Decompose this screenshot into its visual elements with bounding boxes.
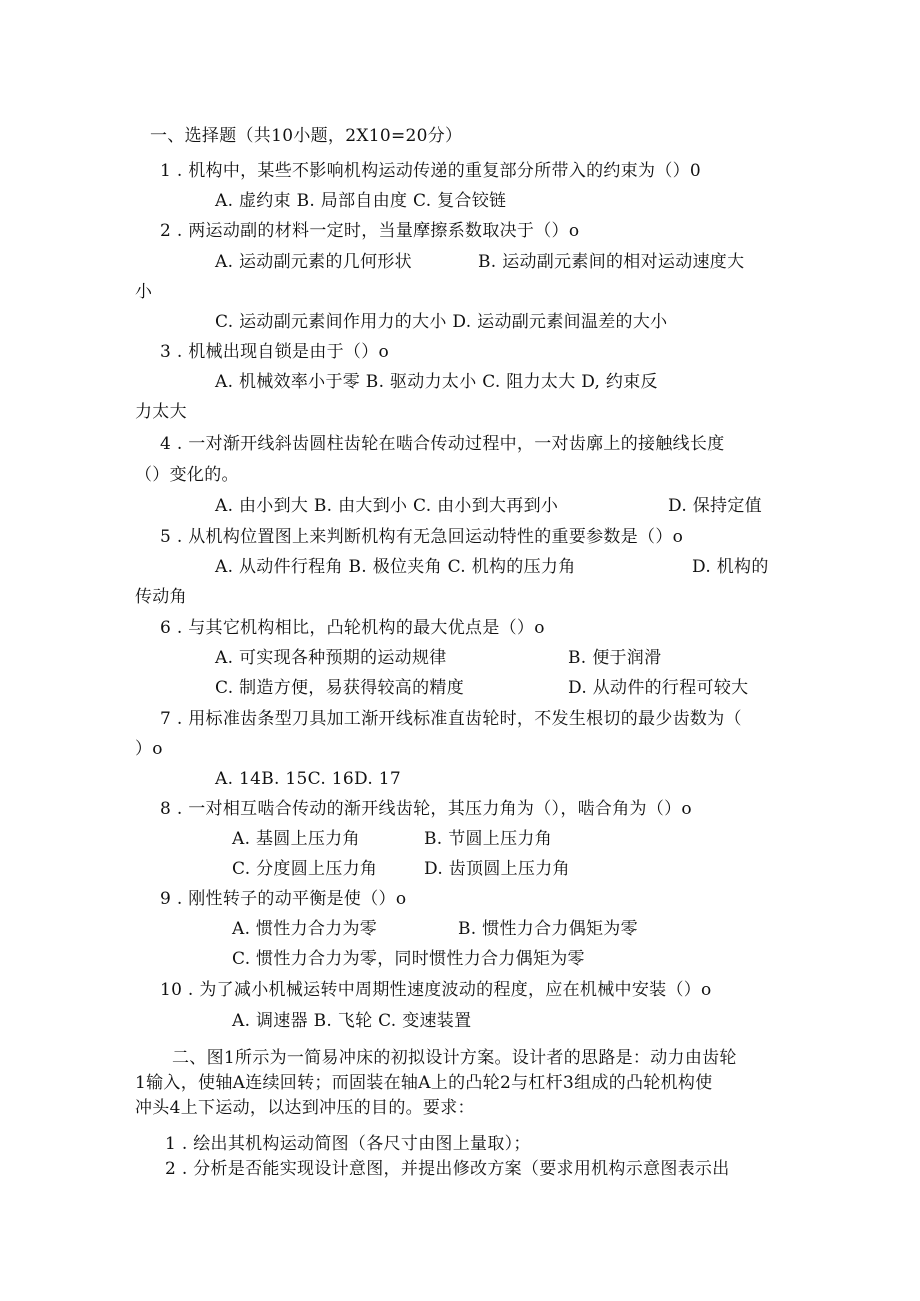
q9-option-b: B. 惯性力合力偶矩为零 [458,919,638,939]
q6-option-d: D. 从动件的行程可较大 [568,678,749,698]
section-1-heading: 一、选择题（共10小题，2X10=20分） [150,126,463,146]
q6-stem: 6 . 与其它机构相比，凸轮机构的最大优点是（）o [160,618,545,638]
q2-options-cd: C. 运动副元素间作用力的大小 D. 运动副元素间温差的大小 [215,312,668,332]
q4-stem: 4 . 一对渐开线斜齿圆柱齿轮在啮合传动过程中，一对齿廓上的接触线长度 [160,434,725,454]
section-2-intro-line-1: 二、图1所示为一简易冲床的初拟设计方案。设计者的思路是：动力由齿轮 [172,1048,737,1068]
q2-option-a: A. 运动副元素的几何形状 [215,252,412,272]
q6-option-a: A. 可实现各种预期的运动规律 [215,648,447,668]
q9-option-c: C. 惯性力合力为零，同时惯性力合力偶矩为零 [232,949,585,969]
q9-stem: 9 . 刚性转子的动平衡是使（）o [160,889,407,909]
q4-stem-continued: （）变化的。 [135,465,239,485]
section-2-requirement-1: 1 . 绘出其机构运动简图（各尺寸由图上量取）； [165,1134,531,1154]
q6-option-c: C. 制造方便，易获得较高的精度 [215,678,465,698]
q8-stem: 8 . 一对相互啮合传动的渐开线齿轮，其压力角为（），啮合角为（）o [160,799,692,819]
q4-option-d: D. 保持定值 [668,496,762,516]
q8-option-a: A. 基圆上压力角 [232,829,360,849]
q9-option-a: A. 惯性力合力为零 [232,919,378,939]
q5-stem: 5 . 从机构位置图上来判断机构有无急回运动特性的重要参数是（）o [160,527,684,547]
q3-stem: 3 . 机械出现自锁是由于（）o [160,342,390,362]
section-2-intro-line-2: 1输入，使轴A连续回转；而固装在轴A上的凸轮2与杠杆3组成的凸轮机构使 [135,1073,713,1093]
q5-option-d: D. 机构的 [692,557,769,577]
q6-option-b: B. 便于润滑 [568,648,662,668]
section-2-intro-line-3: 冲头4上下运动，以达到冲压的目的。要求： [135,1098,475,1118]
q10-options: A. 调速器 B. 飞轮 C. 变速装置 [232,1011,472,1031]
q8-option-d: D. 齿顶圆上压力角 [424,859,570,879]
q1-stem: 1 . 机构中，某些不影响机构运动传递的重复部分所带入的约束为（）0 [160,161,702,181]
q3-options-continued: 力太大 [135,402,187,422]
q2-option-b: B. 运动副元素间的相对运动速度大 [478,252,745,272]
q7-options: A. 14B. 15C. 16D. 17 [215,769,401,789]
q7-stem-continued: ）o [135,739,163,759]
q8-option-b: B. 节圆上压力角 [424,829,552,849]
q2-stem: 2 . 两运动副的材料一定时，当量摩擦系数取决于（）o [160,221,580,241]
q7-stem: 7 . 用标准齿条型刀具加工渐开线标准直齿轮时，不发生根切的最少齿数为（ [160,709,742,729]
q3-options: A. 机械效率小于零 B. 驱动力太小 C. 阻力太大 D, 约束反 [215,372,658,392]
section-2-requirement-2: 2 . 分析是否能实现设计意图，并提出修改方案（要求用机构示意图表示出 [165,1159,730,1179]
q2-option-b-continued: 小 [135,282,153,302]
q1-options: A. 虚约束 B. 局部自由度 C. 复合铰链 [215,191,507,211]
q5-options-abc: A. 从动件行程角 B. 极位夹角 C. 机构的压力角 [215,557,576,577]
q5-option-d-continued: 传动角 [135,587,187,607]
q10-stem: 10 . 为了减小机械运转中周期性速度波动的程度，应在机械中安装（）o [160,980,712,1000]
q8-option-c: C. 分度圆上压力角 [232,859,378,879]
q4-options-abc: A. 由小到大 B. 由大到小 C. 由小到大再到小 [215,496,559,516]
